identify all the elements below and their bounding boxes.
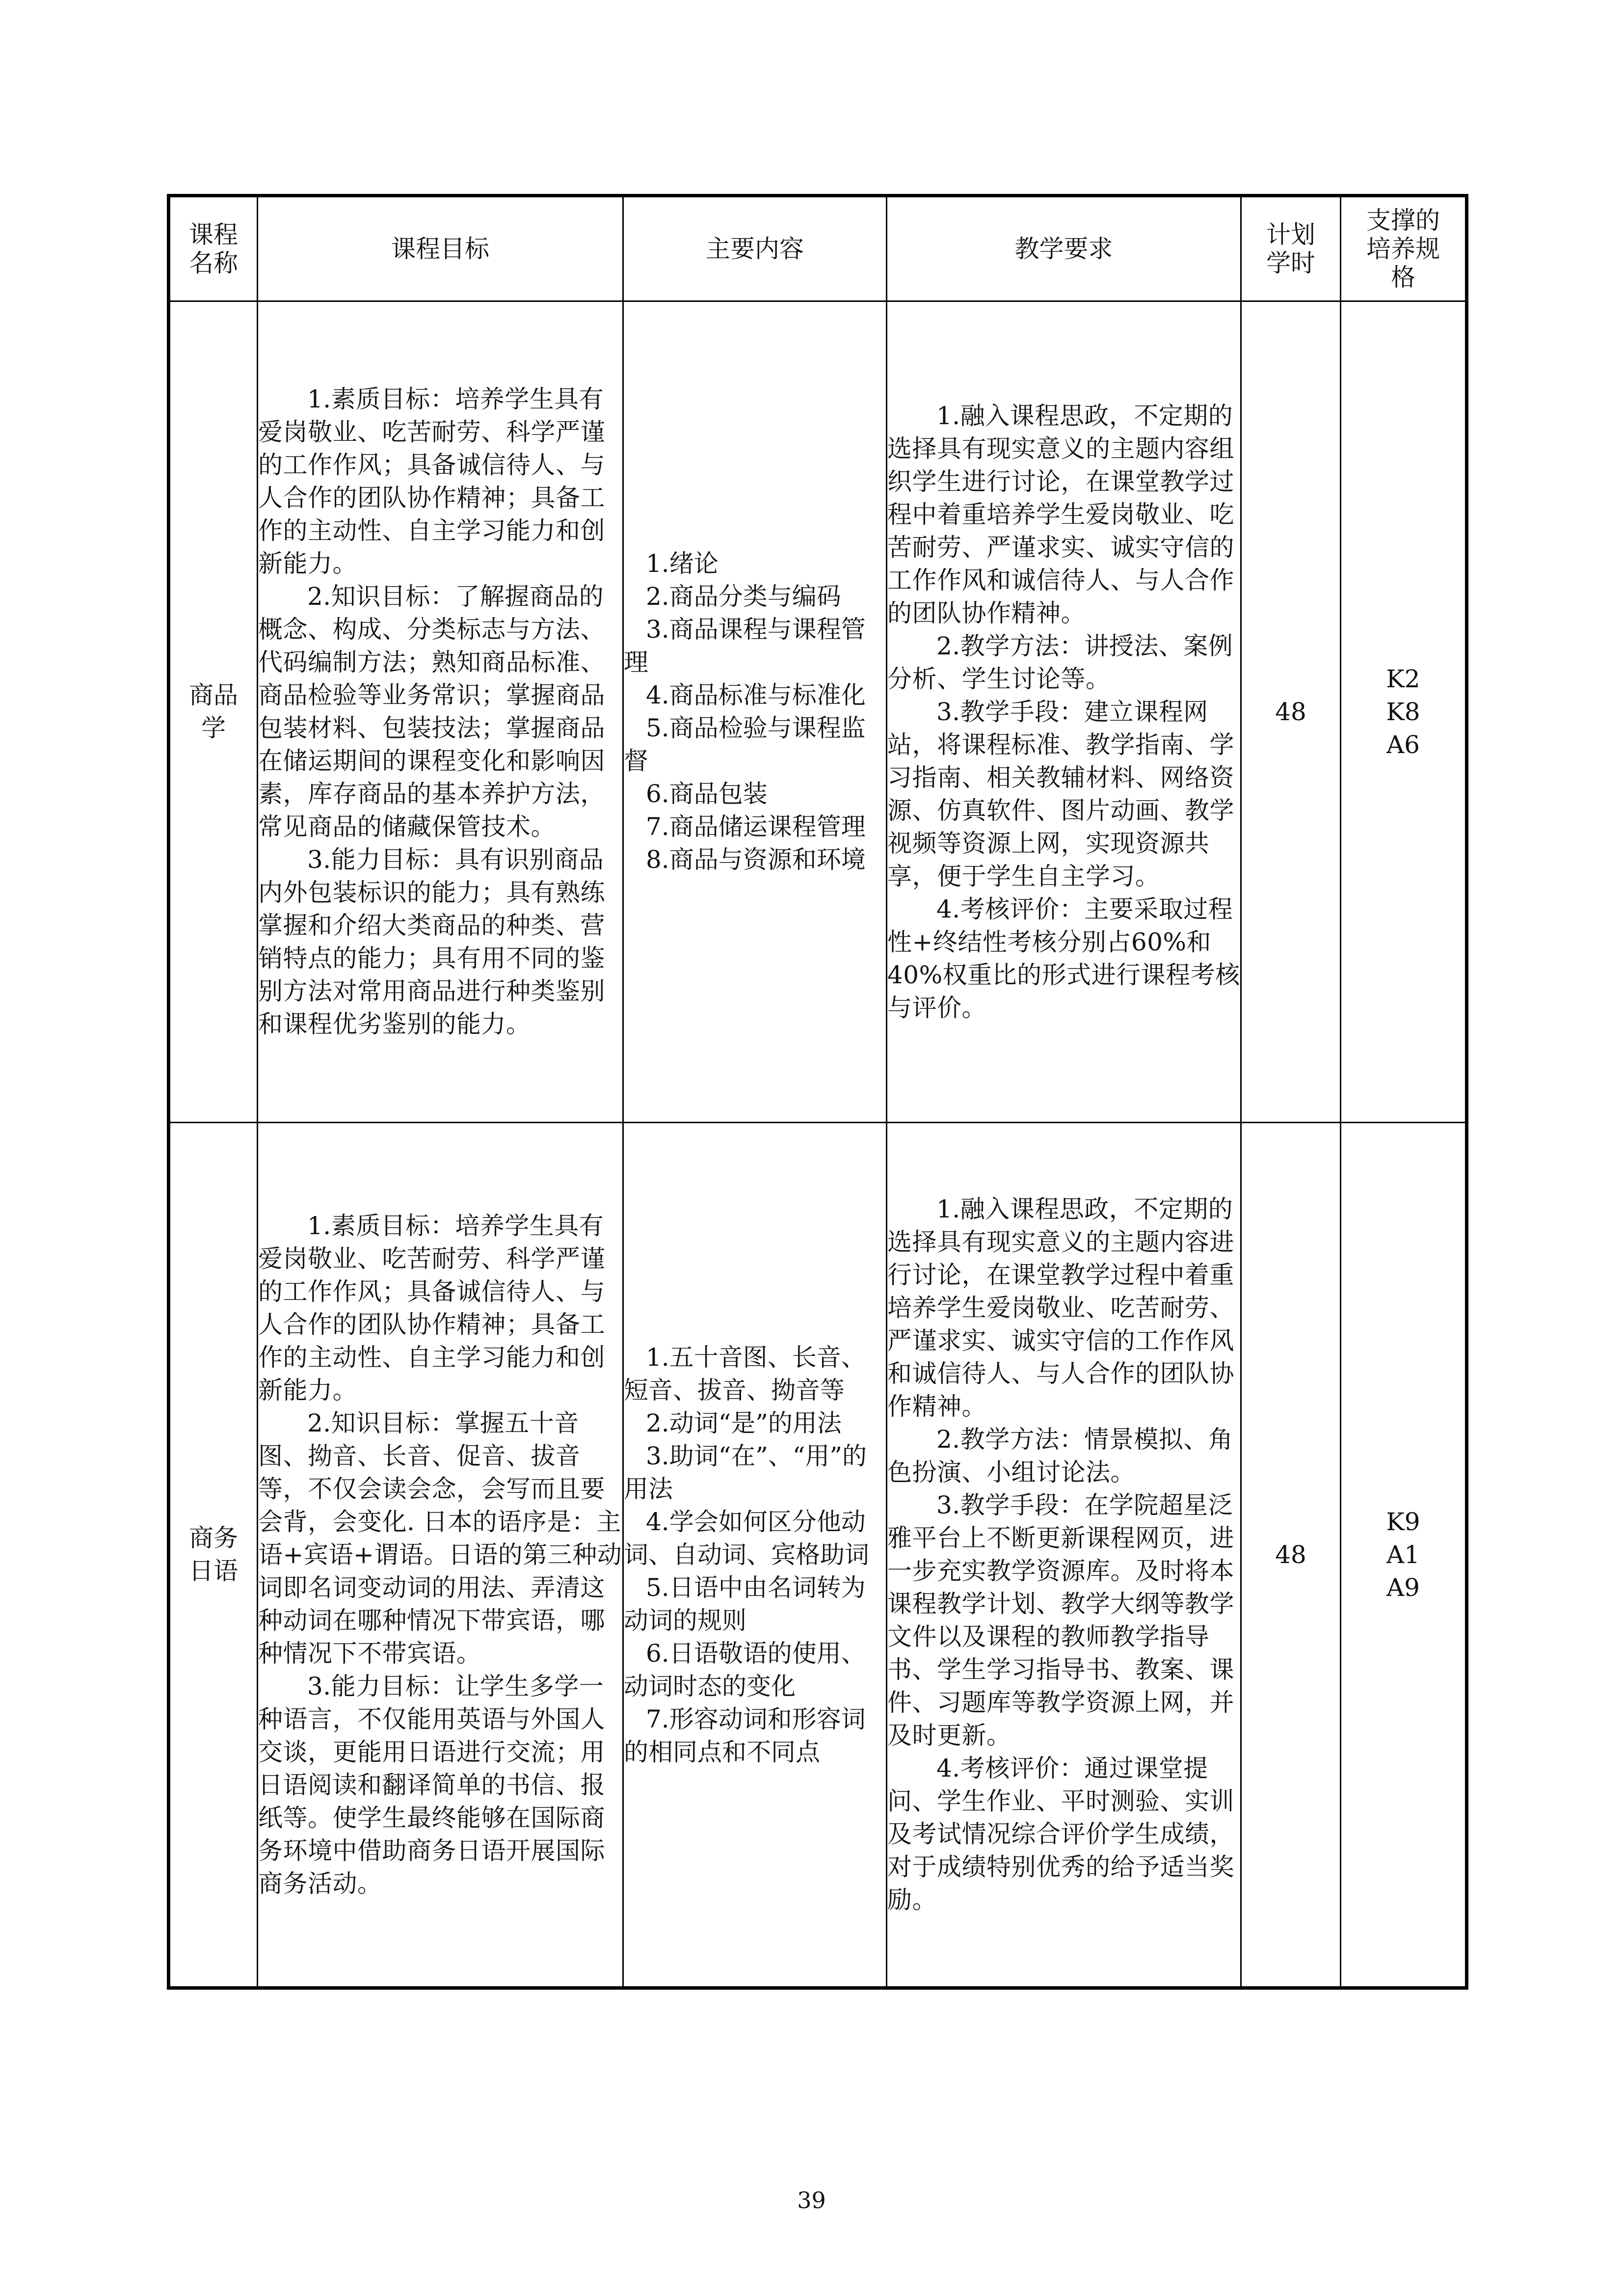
header-planned-hours: 计划 学时	[1241, 196, 1341, 301]
spec-code: K9	[1386, 1507, 1420, 1536]
table-row	[169, 1123, 1467, 1988]
goal-item: 1.素质目标：培养学生具有爱岗敬业、吃苦耐劳、科学严谨的工作作风；具备诚信待人、与人合作的团队协作精神；具备工作的主动性、自主学习能力和创新能力。	[258, 1211, 605, 1405]
requirement-item: 1.融入课程思政，不定期的选择具有现实意义的主题内容进行讨论，在课堂教学过程中着重培养学生爱岗敬业、吃苦耐劳、严谨求实、诚实守信的工作作风和诚信待人、与人合作的团队协作精神。	[887, 1195, 1234, 1421]
requirement-item: 2.教学方法：讲授法、案例分析、学生讨论等。	[887, 631, 1233, 693]
goal-item: 1.素质目标：培养学生具有爱岗敬业、吃苦耐劳、科学严谨的工作作风；具备诚信待人、与人合作的团队协作精神；具备工作的主动性、自主学习能力和创新能力。	[258, 385, 605, 578]
header-teaching-requirements: 教学要求	[887, 196, 1241, 301]
requirement-item: 3.教学手段：在学院超星泛雅平台上不断更新课程网页，进一步充实教学资源库。及时将本课程教学计划、教学大纲等教学文件以及课程的教师教学指导书、学生学习指导书、教案、课件、习题库等教学资源上网，并及时更新。	[887, 1491, 1234, 1750]
requirement-item: 2.教学方法：情景模拟、角色扮演、小组讨论法。	[887, 1425, 1233, 1486]
content-item: 2.动词“是”的用法	[646, 1408, 842, 1437]
content-item: 7.形容动词和形容词的相同点和不同点	[624, 1704, 866, 1766]
spec-code: K8	[1386, 697, 1420, 726]
page-number: 39	[797, 2187, 826, 2214]
supported-specs-cell	[1341, 301, 1467, 1123]
course-name-cell: 商务 日语	[169, 1123, 258, 1988]
course-name-cell: 商品 学	[169, 301, 258, 1123]
teaching-requirements-cell	[887, 1123, 1241, 1988]
content-item: 8.商品与资源和环境	[646, 845, 866, 874]
course-table	[167, 194, 1468, 1990]
supported-specs-cell	[1341, 1123, 1467, 1988]
planned-hours-cell: 48	[1241, 301, 1341, 1123]
header-row	[169, 196, 1467, 301]
content-item: 4.商品标准与标准化	[646, 681, 866, 709]
goal-item: 3.能力目标：让学生多学一种语言，不仅能用英语与外国人交谈，更能用日语进行交流；用日语阅读和翻译简单的书信、报纸等。使学生最终能够在国际商务环境中借助商务日语开展国际商务活动。	[258, 1672, 605, 1898]
content-item: 5.日语中由名词转为动词的规则	[624, 1573, 866, 1635]
content-item: 4.学会如何区分他动词、自动词、宾格助词	[624, 1507, 869, 1569]
content-item: 3.助词“在”、“用”的用法	[624, 1441, 867, 1503]
content-item: 6.日语敬语的使用、动词时态的变化	[624, 1639, 866, 1701]
requirement-item: 4.考核评价：主要采取过程性+终结性考核分别占60%和40%权重比的形式进行课程考核与评价。	[887, 894, 1240, 1022]
content-item: 3.商品课程与课程管理	[624, 615, 866, 676]
main-content-cell	[623, 301, 887, 1123]
requirement-item: 4.考核评价：通过课堂提问、学生作业、平时测验、实训及考试情况综合评价学生成绩，对于成绩特别优秀的给予适当奖励。	[887, 1754, 1234, 1914]
goal-item: 2.知识目标：了解握商品的概念、构成、分类标志与方法、代码编制方法；熟知商品标准、商品检验等业务常识；掌握商品包装材料、包装技法；掌握商品在储运期间的课程变化和影响因素，库存商品的基本养护方法，常见商品的储藏保管技术。	[258, 582, 605, 841]
header-supported-specs: 支撑的 培养规 格	[1341, 196, 1467, 301]
content-item: 6.商品包装	[646, 780, 768, 808]
main-content-cell	[623, 1123, 887, 1988]
course-goals-cell	[258, 1123, 623, 1988]
spec-code: A6	[1386, 730, 1420, 759]
requirement-item: 3.教学手段：建立课程网站，将课程标准、教学指南、学习指南、相关教辅材料、网络资源、仿真软件、图片动画、教学视频等资源上网，实现资源共享，便于学生自主学习。	[887, 697, 1234, 891]
goal-item: 3.能力目标：具有识别商品内外包装标识的能力；具有熟练掌握和介绍大类商品的种类、营销特点的能力；具有用不同的鉴别方法对常用商品进行种类鉴别和课程优劣鉴别的能力。	[258, 845, 605, 1038]
spec-code: A9	[1386, 1573, 1420, 1602]
goal-item: 2.知识目标：掌握五十音图、拗音、长音、促音、拔音等，不仅会读会念，会写而且要会背，会变化. 日本的语序是：主语+宾语+谓语。日语的第三种动词即名词变动词的用法、弄清这种动词在哪种情况下带宾语，哪种情况下不带宾语。	[258, 1408, 622, 1668]
content-item: 1.绪论	[646, 549, 718, 578]
spec-code: K2	[1386, 664, 1420, 693]
course-goals-cell	[258, 301, 623, 1123]
table-row	[169, 301, 1467, 1123]
header-main-content: 主要内容	[623, 196, 887, 301]
content-item: 5.商品检验与课程监督	[624, 714, 866, 775]
content-item: 2.商品分类与编码	[646, 582, 841, 611]
planned-hours-cell: 48	[1241, 1123, 1341, 1988]
content-item: 7.商品储运课程管理	[646, 812, 866, 841]
header-course-name: 课程 名称	[169, 196, 258, 301]
teaching-requirements-cell	[887, 301, 1241, 1123]
header-course-goals: 课程目标	[258, 196, 623, 301]
content-item: 1.五十音图、长音、短音、拔音、拗音等	[624, 1343, 866, 1405]
requirement-item: 1.融入课程思政，不定期的选择具有现实意义的主题内容组织学生进行讨论，在课堂教学过程中着重培养学生爱岗敬业、吃苦耐劳、严谨求实、诚实守信的工作作风和诚信待人、与人合作的团队协作精神。	[887, 401, 1234, 627]
spec-code: A1	[1386, 1540, 1420, 1569]
